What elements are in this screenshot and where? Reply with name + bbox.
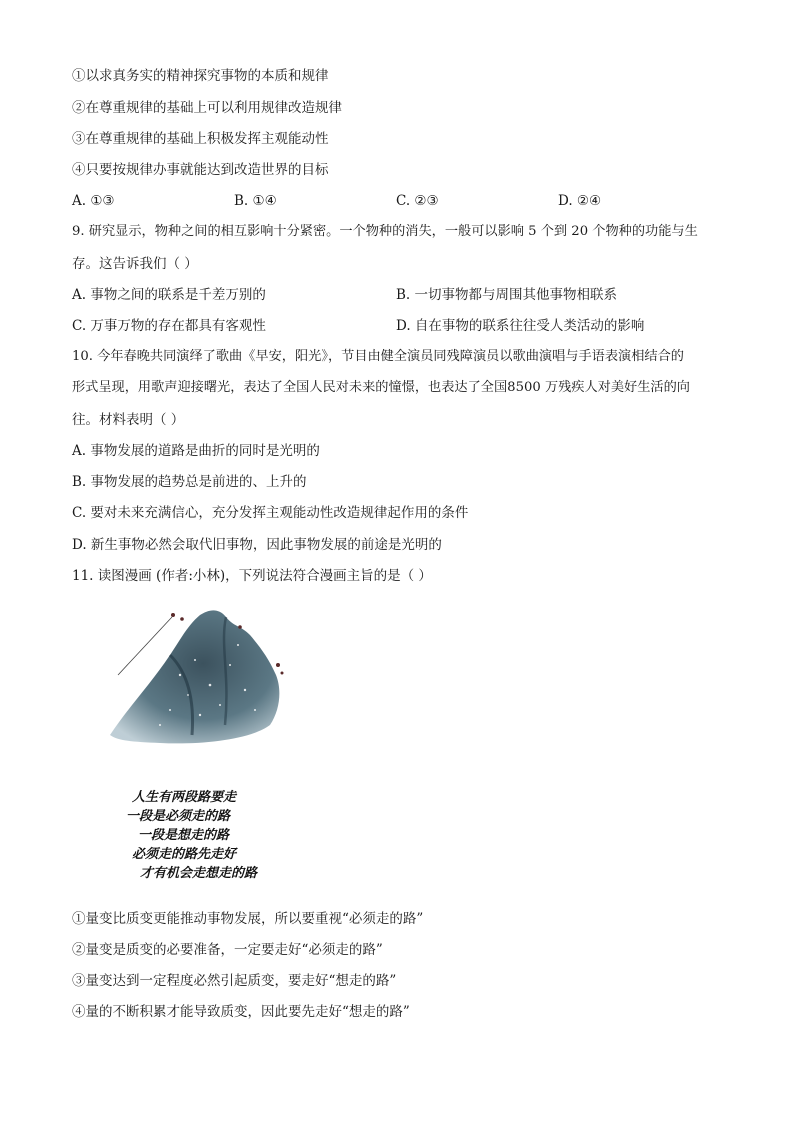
q10-option-d[interactable]: D. 新生事物必然会取代旧事物，因此事物发展的前途是光明的 [72,537,442,553]
q8-statement-2: ②在尊重规律的基础上可以利用规律改造规律 [72,100,342,116]
q8-option-a[interactable]: A. ①③ [72,193,115,209]
q10-option-c[interactable]: C. 要对未来充满信心，充分发挥主观能动性改造规律起作用的条件 [72,505,469,521]
q11-stem: 11. 读图漫画 (作者:小林)，下列说法符合漫画主旨的是（ ） [72,568,432,584]
q11-statement-2: ②量变是质变的必要准备，一定要走好“必须走的路” [72,942,383,958]
mountain-painting-image [100,595,290,755]
q10-stem-line-1: 10. 今年春晚共同演绎了歌曲《早安，阳光》，节目由健全演员同残障演员以歌曲演唱与手语表演相结合的 [72,349,684,364]
q8-statement-4: ④只要按规律办事就能达到改造世界的目标 [72,162,329,178]
q11-statement-1: ①量变比质变更能推动事物发展，所以要重视“必须走的路” [72,911,424,927]
calligraphy-line-5: 才有机会走想走的路 [140,866,258,881]
q10-stem-line-3: 往。材料表明（ ） [72,412,185,428]
calligraphy-line-3: 一段是想走的路 [138,828,230,843]
q8-option-b[interactable]: B. ①④ [234,193,277,209]
q10-option-b[interactable]: B. 事物发展的趋势总是前进的、上升的 [72,474,307,490]
q10-option-a[interactable]: A. 事物发展的道路是曲折的同时是光明的 [72,443,320,459]
calligraphy-line-1: 人生有两段路要走 [132,790,237,805]
q9-stem-line-2: 存。这告诉我们（ ） [72,256,198,272]
q8-statement-3: ③在尊重规律的基础上积极发挥主观能动性 [72,131,329,147]
q9-option-b[interactable]: B. 一切事物都与周围其他事物相联系 [396,287,618,303]
q8-option-c[interactable]: C. ②③ [396,193,439,209]
q11-statement-3: ③量变达到一定程度必然引起质变，要走好“想走的路” [72,973,397,989]
q9-option-c[interactable]: C. 万事万物的存在都具有客观性 [72,318,266,334]
calligraphy-line-2: 一段是必须走的路 [126,809,231,824]
calligraphy-line-4: 必须走的路先走好 [132,847,237,862]
q9-option-d[interactable]: D. 自在事物的联系往往受人类活动的影响 [396,318,645,334]
q9-stem-line-1: 9. 研究显示，物种之间的相互影响十分紧密。一个物种的消失，一般可以影响 5 个到 20 个物种的功能与生 [72,224,698,239]
calligraphy-caption [126,788,292,883]
q9-option-a[interactable]: A. 事物之间的联系是千差万别的 [72,287,266,303]
q8-statement-1: ①以求真务实的精神探究事物的本质和规律 [72,68,329,84]
q10-stem-line-2: 形式呈现，用歌声迎接曙光，表达了全国人民对未来的憧憬，也表达了全国8500 万残疾人对美好生活的向 [72,380,690,395]
q11-statement-4: ④量的不断积累才能导致质变，因此要先走好“想走的路” [72,1004,410,1020]
q8-option-d[interactable]: D. ②④ [558,193,602,209]
